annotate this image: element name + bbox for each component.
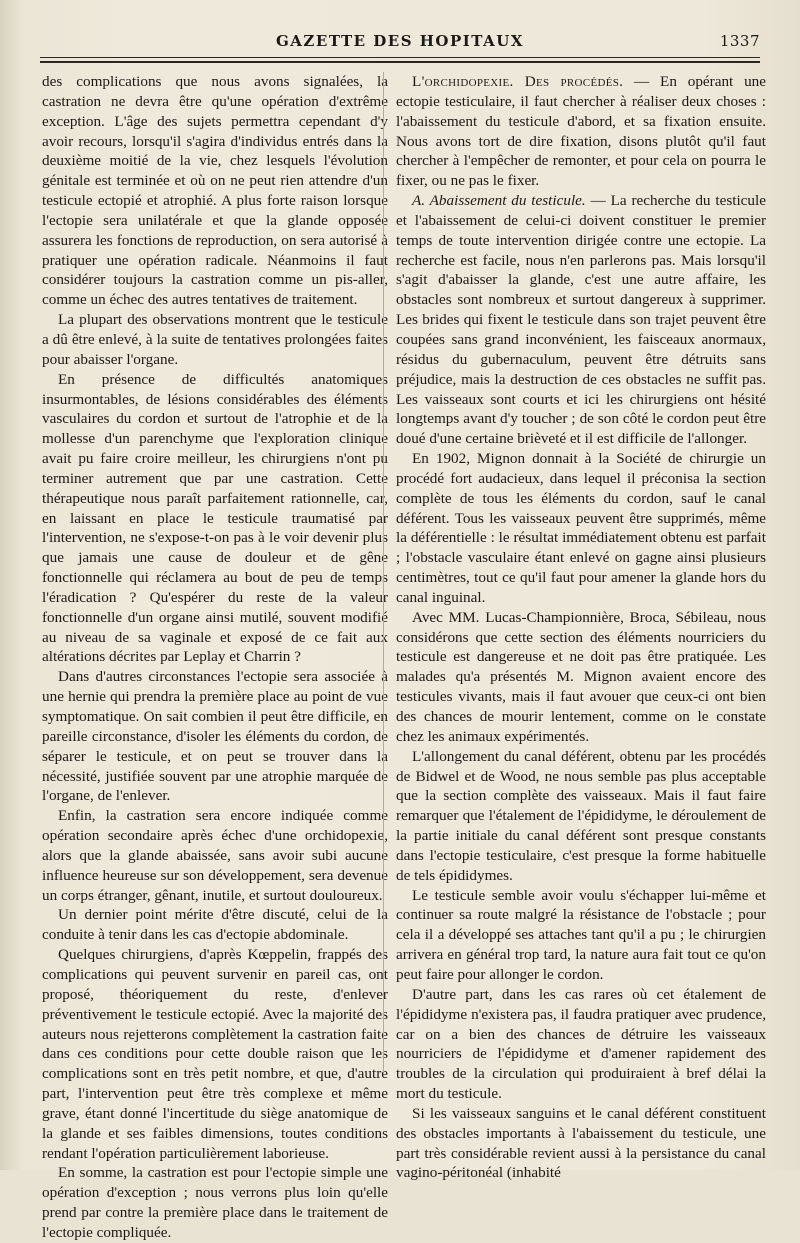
paragraph: En 1902, Mignon donnait à la Société de chirurgie un procédé fort audacieux, dans lequel il préconisa la section complète de tous les éléments du cordon, sauf le canal déférent. Tous les vaisseaux peuvent être supprimés, même la déférentielle : le résultat immédiatement obtenu est parfait ; l'obstacle vasculaire étant enlevé on gagne ainsi plusieurs centimètres, tout ce qu'il faut pour amener la glande hors du canal inguinal.	[396, 450, 766, 606]
section-heading: L'orchidopexie. Des procédés.	[412, 73, 624, 90]
paragraph: Le testicule semble avoir voulu s'échapper lui-même et continuer sa route malgré la résistance de l'obstacle ; pour cela il a développé ses attaches tant qu'il a pu ; le chirurgien arrivera en général trop tard, la nature aura fait tout ce qu'on peut faire pour allonger le cordon.	[396, 886, 766, 983]
journal-title: GAZETTE DES HOPITAUX	[275, 32, 524, 50]
paragraph: Enfin, la castration sera encore indiquée comme opération secondaire après échec d'une orchidopexie, alors que la glande abaissée, sans avoir subi aucune influence heureuse sur son développement, sera devenue un corps étranger, gênant, inutile, et surtout douloureux.	[42, 807, 388, 904]
section-intro: — En opérant une ectopie testiculaire, il faut chercher à réaliser deux choses : l'abaissement du testicule d'abord, et sa fixation ensuite. Nous avons tort de dire fixation, disons plutôt qu'il faut chercher à l'empêcher de remonter, et pour cela on pourra le fixer, ou ne pas le fixer.	[396, 73, 767, 190]
paragraph: D'autre part, dans les cas rares où cet étalement de l'épididyme n'existera pas, il faudra pratiquer avec prudence, car on a bien des chances de détruire les vaisseaux nourriciers de l'épididyme et d'amener rapidement des troubles de la circulation qui produiraient à bref délai la mort du testicule.	[396, 985, 766, 1103]
page-number: 1337	[719, 32, 760, 50]
paragraph: Quelques chirurgiens, d'après Kœppelin, frappés des complications qui peuvent survenir en pareil cas, ont proposé, théoriquement du reste, d'enlever préventivement le testicule ectopié. Avec la majorité des auteurs nous rejetterons complètement la castration faite dans ces conditions pour cette double raison que les complications sont en très petit nombre, et que, d'autre part, l'intervention peut être très complexe et même grave, étant donné l'incertitude du siège anatomique de la glande et ses faibles dimensions, toutes conditions rendant l'opération particulièrement laborieuse.	[42, 946, 388, 1162]
running-header	[40, 24, 760, 54]
paragraph: L'allongement du canal déférent, obtenu par les procédés de Bidwel et de Wood, ne nous semble pas plus acceptable que la section complète des vaisseaux. Mais il faut faire remarquer que l'étalement de l'épididyme, le déroulement de la partie initiale du canal déférent sont presque constants dans l'ectopie testiculaire, c'est presque la forme habituelle de tels épididymes.	[396, 747, 766, 884]
paragraph: Avec MM. Lucas-Championnière, Broca, Sébileau, nous considérons que cette section des éléments nourriciers du testicule est dangereuse et ne doit pas être pratiquée. Les malades qu'a présentés M. Mignon avaient encore des testicules vivants, mais il faut avouer que ceux-ci ont bien des chances de mourir lentement, comme on le constate chez les animaux expérimentés.	[396, 608, 766, 745]
header-rule	[40, 57, 760, 58]
paragraph: Un dernier point mérite d'être discuté, celui de la conduite à tenir dans les cas d'ectopie abdominale.	[42, 906, 388, 944]
column-divider	[383, 72, 384, 1072]
paragraph: La plupart des observations montrent que le testicule a dû être enlevé, à la suite de tentatives prolongées faites pour abaisser l'organe.	[42, 311, 388, 368]
paragraph: des complications que nous avons signalées, la castration ne devra être qu'une opération d'extrême exception. L'âge des sujets permettra cependant d'y avoir recours, lorsqu'il s'agira d'individus entrés dans la deuxième moitié de la vie, chez lesquels l'évolution génitale est terminée et où on ne peut rien attendre d'un testicule ectopié et atrophié. A plus forte raison lorsque l'ectopie sera unilatérale et que la glande opposée assurera les fonctions de reproduction, on sera autorisé à pratiquer une opération radicale. Néanmoins il faut considérer toujours la castration comme un pis-aller, comme un échec des autres tentatives de traitement.	[42, 73, 388, 309]
paragraph: En somme, la castration est pour l'ectopie simple une opération d'exception ; nous verrons plus loin qu'elle prend par contre la première place dans le traitement de l'ectopie compliquée.	[42, 1164, 388, 1241]
subsection-intro: — La recherche du testicule et l'abaissement de celui-ci doivent constituer le premier temps de toute intervention dirigée contre une ectopie. La recherche est facile, nous n'en parlerons pas. Mais lorsqu'il s'agit d'abaisser la glande, c'est une autre affaire, les obstacles sont nombreux et surtout dangereux à supprimer. Les brides qui fixent le testicule dans son trajet peuvent être coupées sans grand inconvénient, les faisceaux anormaux, résidus du gubernaculum, peuvent être détruits sans préjudice, mais la destruction de ces obstacles ne suffit pas. Les vaisseaux sont courts et ici les chirurgiens ont hésité longtemps avant d'y toucher ; de son côté le cordon peut être doué d'une certaine brièveté et il est difficile de l'allonger.	[396, 192, 766, 448]
subsection-paragraph	[396, 191, 766, 449]
section-paragraph	[396, 72, 766, 191]
subsection-heading: A. Abaissement du testicule.	[412, 192, 586, 210]
paragraph: Dans d'autres circonstances l'ectopie sera associée à une hernie qui prendra la première place au point de vue symptomatique. On sait combien il peut être difficile, en pareille circonstance, d'isoler les éléments du cordon, de séparer le testicule, et on peut se trouver dans la nécessité, justifiée souvent par une atrophie marquée de l'organe, de l'enlever.	[42, 668, 388, 805]
paragraph: Si les vaisseaux sanguins et le canal déférent constituent des obstacles importants à l'abaissement du testicule, une part très considérable revient aussi à la persistance du canal vagino-péritonéal (inhabité	[396, 1104, 766, 1182]
paragraph: En présence de difficultés anatomiques insurmontables, de lésions considérables des éléments vasculaires du cordon et surtout de l'atrophie et de la mollesse d'un parenchyme que l'exploration clinique avait pu faire croire meilleur, les chirurgiens n'ont pu terminer autrement que par une castration. Cette thérapeutique nous paraît parfaitement rationnelle, car, en laissant en place le testicule traumatisé par l'intervention, ne s'expose-t-on pas à le voir devenir plus que jamais une cause de douleur et de gêne fonctionnelle qui réclamera au bout de peu de temps l'éradication ? Qu'espérer du reste de la valeur fonctionnelle d'un organe ainsi mutilé, souvent modifié au niveau de sa vaginale et exposé de ce fait aux altérations décrites par Leplay et Charrin ?	[42, 370, 388, 666]
right-column	[396, 72, 766, 1183]
left-column	[42, 72, 388, 1243]
header-rule-thick	[40, 61, 760, 63]
